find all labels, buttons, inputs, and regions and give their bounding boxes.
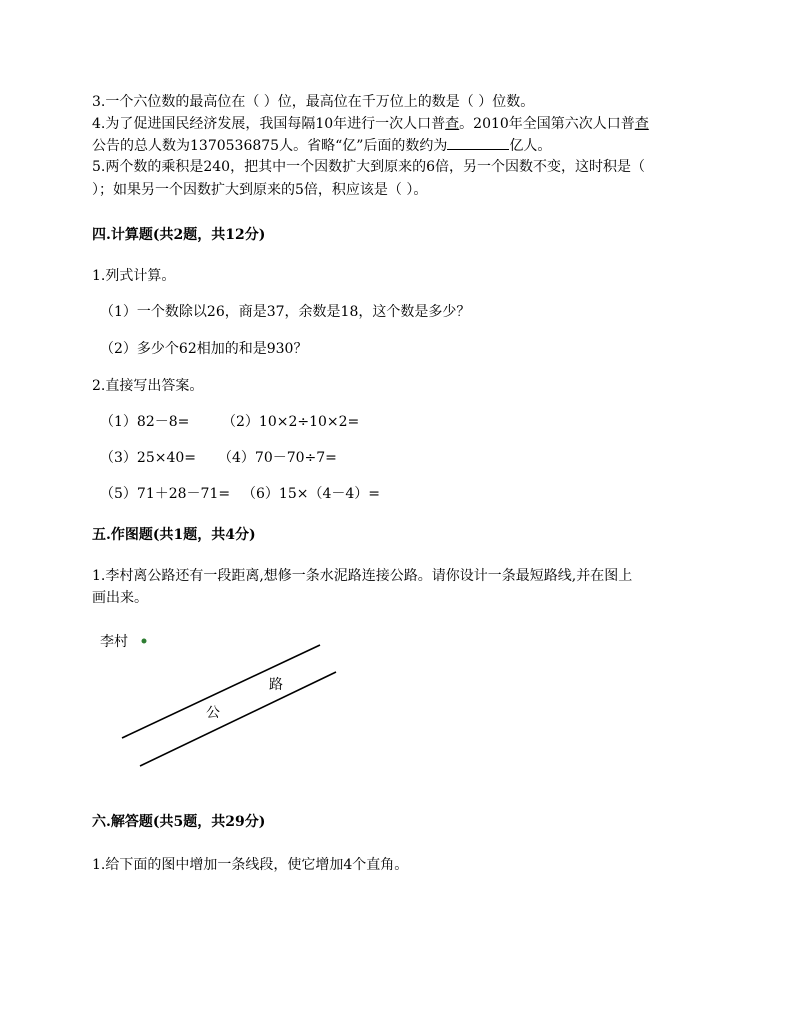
calc-item-2: （2）10×2÷10×2= (222, 414, 360, 430)
question-3-8-line2: ）；如果另一个因数扩大到原来的5倍，积应该是（ ）。 (92, 182, 428, 198)
question-3-6: 3.一个六位数的最高位在（ ）位，最高位在千万位上的数是（ ）位数。 (92, 94, 535, 110)
section-5-q1-line1: 1.李村离公路还有一段距离,想修一条水泥路连接公路。请你设计一条最短路线,并在图上 (92, 568, 633, 584)
answer-blank[interactable] (447, 135, 509, 150)
road-edge-bottom (140, 672, 336, 766)
road-figure (100, 628, 360, 782)
calc-item-3: （3）25×40= (100, 450, 196, 466)
section-4-q1-item-1: （1）一个数除以26，商是37，余数是18，这个数是多少？ (100, 304, 471, 320)
question-3-7-line1 (92, 114, 649, 134)
section-5-q1-line2: 画出来。 (92, 590, 148, 606)
section-6-title: 六.解答题(共5题，共29分) (92, 814, 266, 830)
section-4-title: 四.计算题(共2题，共12分) (92, 227, 266, 243)
q4-text-b: 查 (445, 116, 460, 132)
section-6-q1: 1.给下面的图中增加一条线段，使它增加4个直角。 (92, 857, 409, 873)
road-diagram (100, 628, 360, 778)
calc-item-6: （6）15×（4－4）= (242, 486, 380, 502)
question-3-7-line2 (92, 135, 551, 156)
section-4-q1-item-2: （2）多少个62相加的和是930？ (100, 341, 308, 357)
q4-text-d: 查 (634, 116, 649, 132)
section-4-q1-title: 1.列式计算。 (92, 268, 176, 284)
section-5-title: 五.作图题(共1题，共4分) (92, 527, 256, 543)
q4-text-e: 公告的总人数为1370536875人。省略“亿”后面的数约为 (92, 138, 448, 154)
q4-text-f: 亿人。 (509, 138, 552, 154)
calc-item-5: （5）71＋28－71= (100, 486, 231, 502)
road-char-2: 路 (269, 677, 283, 693)
village-dot (142, 639, 147, 644)
village-label: 李村 (100, 634, 128, 650)
calc-item-1: （1）82－8= (100, 414, 190, 430)
section-4-q2-title: 2.直接写出答案。 (92, 378, 204, 394)
road-edge-top (122, 645, 320, 738)
question-3-8-line1: 5.两个数的乘积是240，把其中一个因数扩大到原来的6倍，另一个因数不变，这时积是（ (92, 159, 645, 175)
q4-text-a: 4.为了促进国民经济发展，我国每隔10年进行一次人口普 (92, 116, 446, 132)
calc-item-4: （4）70－70÷7= (218, 450, 337, 466)
road-char-1: 公 (206, 705, 220, 721)
q4-text-c: 。2010年全国第六次人口普 (459, 116, 635, 132)
